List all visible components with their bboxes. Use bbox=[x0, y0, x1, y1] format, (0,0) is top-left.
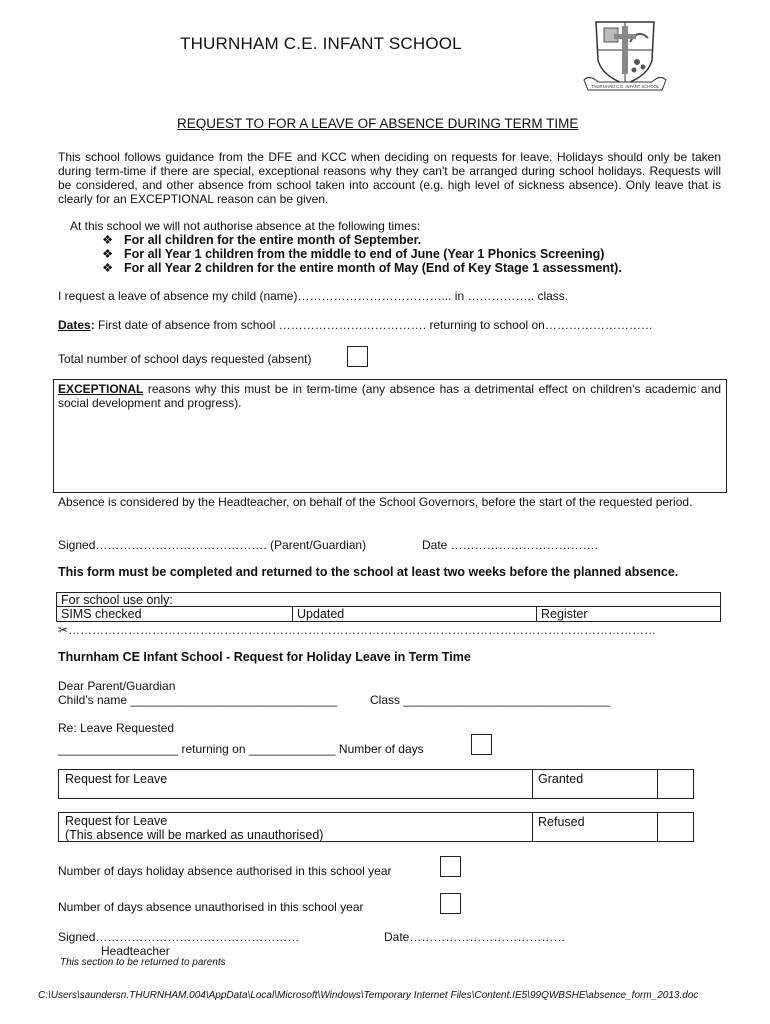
days-authorised-checkbox[interactable] bbox=[440, 856, 461, 877]
exceptional-reason-text: EXCEPTIONAL reasons why this must be in term-time (any absence has a detrimental effect on children's academic and social development and progress). bbox=[58, 382, 721, 410]
total-days-label: Total number of school days requested (absent) bbox=[58, 352, 312, 366]
number-of-days-checkbox[interactable] bbox=[471, 734, 492, 755]
granted-tick-box[interactable] bbox=[658, 770, 693, 798]
dates-field[interactable]: Dates: First date of absence from school ………………………………. returning to school on……………………… bbox=[58, 318, 653, 332]
re-leave-requested: Re: Leave Requested bbox=[58, 721, 175, 735]
deadline-notice: This form must be completed and returned to the school at least two weeks before the planned absence. bbox=[58, 565, 679, 579]
bullet-icon: ❖ bbox=[102, 261, 114, 275]
register-cell[interactable]: Register bbox=[541, 607, 588, 621]
school-crest-logo bbox=[582, 16, 668, 98]
return-note: This section to be returned to parents bbox=[60, 957, 226, 968]
crest-banner-text: THURNHAM C.E. INFANT SCHOOL bbox=[590, 84, 660, 89]
request-for-leave-cell: Request for Leave bbox=[65, 772, 168, 786]
class-line[interactable]: Class _______________________________ bbox=[370, 693, 611, 707]
days-unauthorised-checkbox[interactable] bbox=[440, 893, 461, 914]
child-name-field[interactable]: I request a leave of absence my child (name)………………………………... in …………….. class. bbox=[58, 289, 569, 303]
total-days-checkbox[interactable] bbox=[347, 346, 368, 367]
dates-label: Dates bbox=[58, 318, 91, 332]
bullet-icon: ❖ bbox=[102, 233, 114, 247]
headteacher-date-field[interactable]: Date………………………………… bbox=[384, 930, 566, 944]
refused-tick-box[interactable] bbox=[658, 813, 693, 841]
granted-cell: Granted bbox=[538, 772, 584, 786]
list-item: ❖ For all Year 1 children from the middle to end of June (Year 1 Phonics Screening) bbox=[102, 247, 605, 261]
intro-paragraph: This school follows guidance from the DFE and KCC when deciding on requests for leave. Holidays should only be taken during term-time if there are special, exceptional reasons why they can't be arranged during school holidays. Requests will be considered, and other absence from school taken into account (e.g. high level of sickness absence). Only leave that is clearly for an EXCEPTIONAL reason can be given. bbox=[58, 150, 721, 206]
parent-date-field[interactable]: Date ………………………………. bbox=[422, 538, 599, 552]
child-name-line[interactable]: Child's name _______________________________ bbox=[58, 693, 338, 707]
school-name: THURNHAM C.E. INFANT SCHOOL bbox=[180, 34, 462, 53]
scissors-icon: ✂ bbox=[58, 623, 69, 637]
cut-line: ✂………………………………………………………………………………………………………………………………… bbox=[58, 623, 657, 637]
days-authorised-label: Number of days holiday absence authorised in this school year bbox=[58, 864, 392, 878]
not-authorise-list bbox=[58, 233, 738, 275]
considered-paragraph: Absence is considered by the Headteacher, on behalf of the School Governors, before the start of the requested period. bbox=[58, 495, 693, 509]
returning-line[interactable]: __________________ returning on _____________ Number of days bbox=[58, 742, 424, 756]
greeting: Dear Parent/Guardian bbox=[58, 679, 176, 693]
exceptional-label: EXCEPTIONAL bbox=[58, 382, 144, 396]
not-authorise-lead: At this school we will not authorise absence at the following times: bbox=[70, 219, 421, 233]
list-item: ❖ For all Year 2 children for the entire month of May (End of Key Stage 1 assessment). bbox=[102, 261, 622, 275]
reply-title: Thurnham CE Infant School - Request for Holiday Leave in Term Time bbox=[58, 650, 471, 664]
school-use-heading: For school use only: bbox=[61, 593, 173, 607]
request-for-leave-refused-cell: Request for Leave (This absence will be marked as unauthorised) bbox=[65, 814, 324, 842]
days-unauthorised-label: Number of days absence unauthorised in this school year bbox=[58, 900, 364, 914]
form-title: REQUEST TO FOR A LEAVE OF ABSENCE DURING TERM TIME bbox=[177, 116, 579, 131]
parent-signature-field[interactable]: Signed……………………………………. (Parent/Guardian) bbox=[58, 538, 367, 552]
sims-checked-cell[interactable]: SIMS checked bbox=[61, 607, 142, 621]
list-item: ❖ For all children for the entire month of September. bbox=[102, 233, 422, 247]
headteacher-label: Headteacher bbox=[101, 944, 170, 958]
headteacher-signature-field[interactable]: Signed…………………………………………… bbox=[58, 930, 300, 944]
bullet-icon: ❖ bbox=[102, 247, 114, 261]
refused-cell: Refused bbox=[538, 815, 585, 829]
updated-cell[interactable]: Updated bbox=[297, 607, 345, 621]
footer-file-path: C:\Users\saundersn.THURNHAM.004\AppData\Local\Microsoft\Windows\Temporary Internet Files\Content.IE5\99QWBSHE\absence_form_2013.doc bbox=[38, 990, 699, 1001]
